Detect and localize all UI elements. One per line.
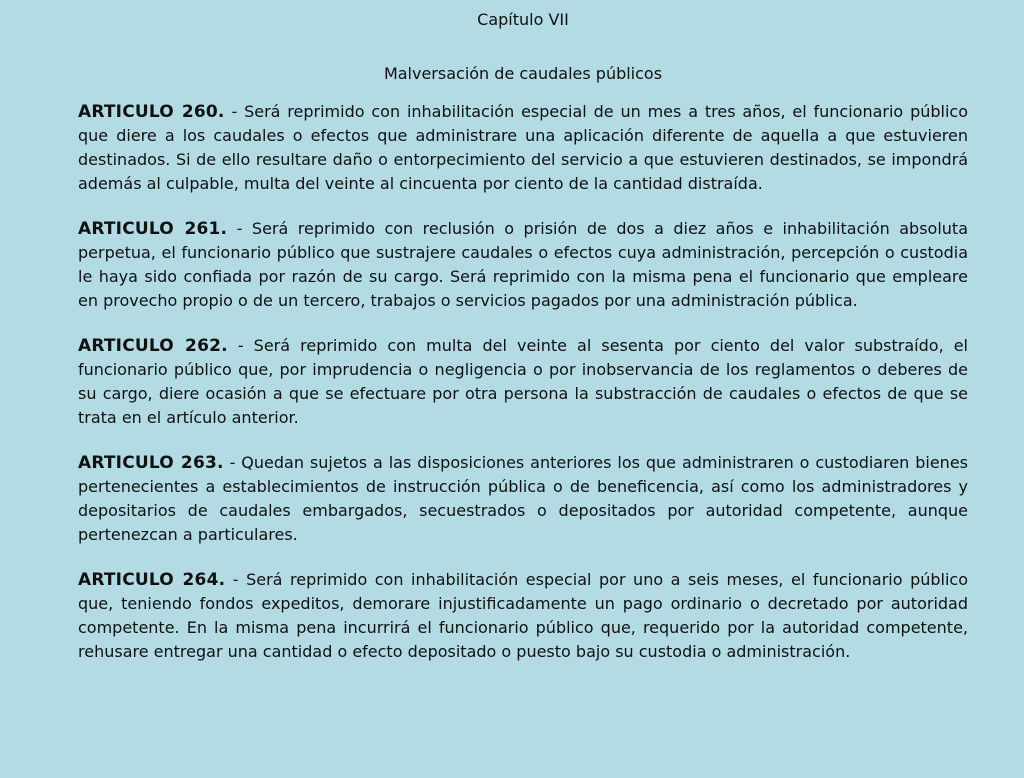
article-heading: ARTICULO 261. xyxy=(78,219,228,239)
article-text: - Será reprimido con reclusión o prisión de dos a diez años e inhabilitación absoluta perpetua, el funcionario público que sustrajere caudales o efectos cuya administración, percepción o custodia le haya sido confiada por razón de su cargo. Será reprimido con la misma pena el funcionario que empleare en provecho propio o de un tercero, trabajos o servicios pagados por una administración pública. xyxy=(78,219,969,310)
article-text: - Será reprimido con multa del veinte al sesenta por ciento del valor substraído, el funcionario público que, por imprudencia o negligencia o por inobservancia de los reglamentos o deberes de su cargo, diere ocasión a que se efectuare por otra persona la substracción de caudales o efectos de que se trata en el artículo anterior. xyxy=(78,336,968,427)
article-text: - Será reprimido con inhabilitación especial de un mes a tres años, el funcionario público que diere a los caudales o efectos que administrare una aplicación diferente de aquella a que estuvieren destinados. Si de ello resultare daño o entorpecimiento del servicio a que estuvieren destinados, se impondrá además al culpable, multa del veinte al cincuenta por ciento de la cantidad distraída. xyxy=(78,102,968,193)
article-260 xyxy=(78,100,968,196)
section-title: Malversación de caudales públicos xyxy=(383,64,663,83)
article-263 xyxy=(78,451,968,547)
article-heading: ARTICULO 263. xyxy=(78,453,224,473)
article-text: - Será reprimido con inhabilitación especial por uno a seis meses, el funcionario público que, teniendo fondos expeditos, demorare injustificadamente un pago ordinario o decretado por autoridad competente. En la misma pena incurrirá el funcionario público que, requerido por la autoridad competente, rehusare entregar una cantidad o efecto depositado o puesto bajo su custodia o administración. xyxy=(78,570,968,661)
chapter-heading: Capítulo VII xyxy=(477,10,569,29)
article-text: - Quedan sujetos a las disposiciones anteriores los que administraren o custodiaren bienes pertenecientes a establecimientos de instrucción pública o de beneficencia, así como los administradores y depositarios de caudales embargados, secuestrados o depositados por autoridad competente, aunque pertenezcan a particulares. xyxy=(78,453,969,544)
article-262 xyxy=(78,334,968,430)
article-261 xyxy=(78,217,968,313)
article-heading: ARTICULO 262. xyxy=(78,336,228,356)
article-264 xyxy=(78,568,968,664)
article-heading: ARTICULO 260. xyxy=(78,102,225,122)
article-heading: ARTICULO 264. xyxy=(78,570,226,590)
